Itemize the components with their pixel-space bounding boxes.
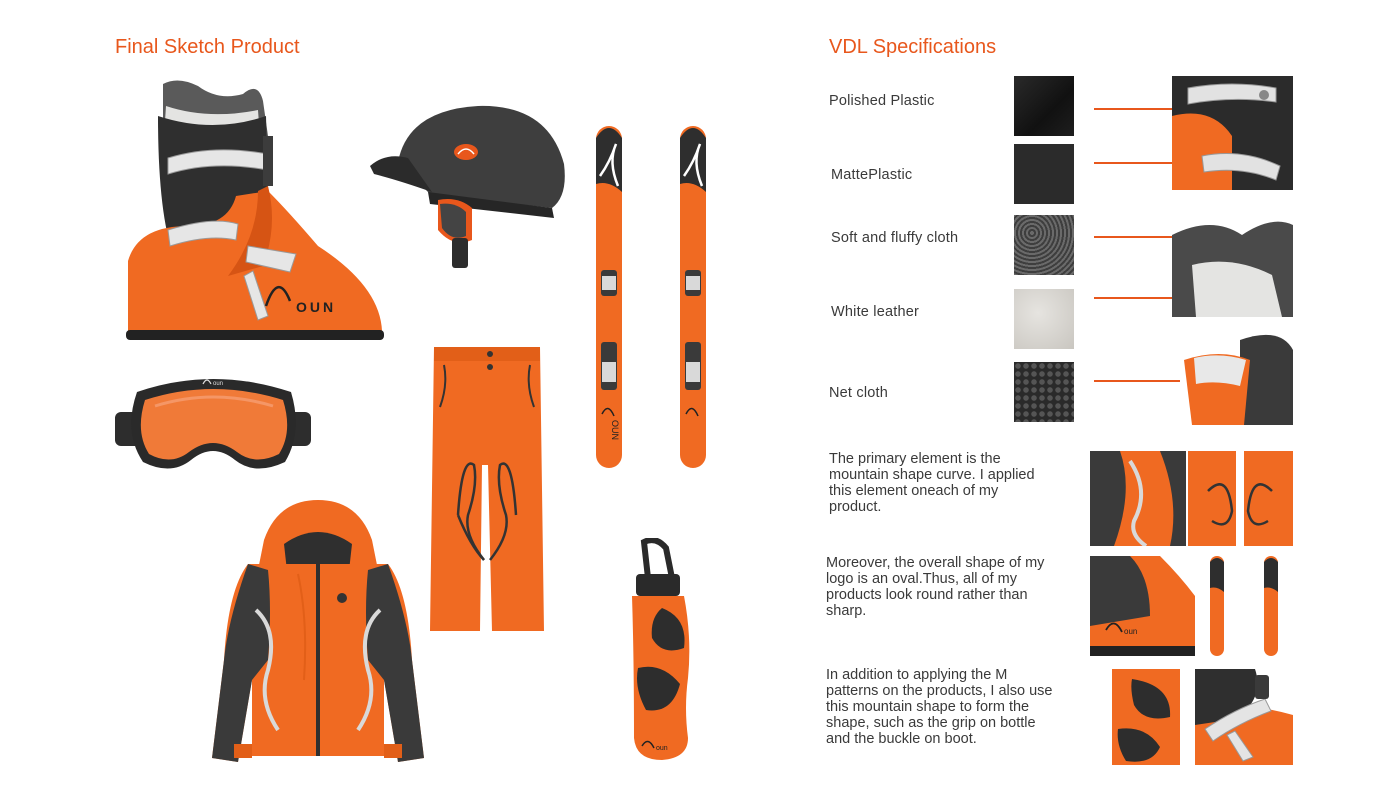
paragraph-oval-logo: [826, 555, 1044, 619]
swatch-matte-plastic: [1014, 144, 1074, 204]
bottle-image: [622, 538, 696, 762]
paragraph-line: and the buckle on boot.: [826, 731, 977, 747]
paragraph-line: products look round rather than: [826, 587, 1028, 603]
detail-jacket-curve-image: [1090, 451, 1186, 546]
paragraph-mountain-shape-form: [826, 667, 1053, 747]
section-title-products: Final Sketch Product: [115, 36, 300, 58]
paragraph-line: In addition to applying the M: [826, 667, 1008, 683]
detail-boot-logo-image: [1090, 556, 1195, 656]
jacket-image: [208, 500, 428, 765]
detail-pants-curve-image: [1188, 451, 1293, 546]
closeup-net-image: [1180, 330, 1293, 425]
paragraph-line: this element oneach of my: [829, 483, 999, 499]
material-label-fluffy-cloth: Soft and fluffy cloth: [831, 230, 959, 246]
section-title-specs: VDL Specifications: [829, 36, 997, 58]
closeup-liner-image: [1172, 215, 1293, 317]
skis-image: [590, 122, 720, 472]
paragraph-line: sharp.: [826, 603, 867, 619]
paragraph-line: mountain shape curve. I applied: [829, 467, 1035, 483]
goggle-logo-text: oun: [213, 381, 224, 387]
swatch-polished-plastic: [1014, 76, 1074, 136]
pants-image: [428, 345, 546, 635]
helmet-image: [368, 100, 568, 275]
detail-bottle-grip-image: [1112, 669, 1180, 765]
material-label-matte-plastic: MattePlastic: [831, 167, 913, 183]
swatch-fluffy-cloth: [1014, 215, 1074, 275]
paragraph-line: logo is an oval.Thus, all of my: [826, 571, 1018, 587]
material-label-net-cloth: Net cloth: [829, 385, 889, 401]
paragraph-line: product.: [829, 499, 882, 515]
material-label-white-leather: White leather: [831, 304, 920, 320]
detail-boot-buckle-image: [1195, 669, 1293, 765]
paragraph-mountain-curve: [829, 451, 1035, 515]
detail-ski-tips-image: [1200, 556, 1293, 656]
detail-logo-text: oun: [1124, 627, 1138, 636]
material-label-polished-plastic: Polished Plastic: [829, 93, 935, 109]
paragraph-line: Moreover, the overall shape of my: [826, 555, 1045, 571]
ski-logo-text: OUN: [610, 420, 620, 440]
boot-logo-text: OUN: [296, 299, 337, 315]
swatch-net-cloth: [1014, 362, 1074, 422]
goggles-image: [115, 372, 311, 482]
swatch-white-leather: [1014, 289, 1074, 349]
paragraph-line: patterns on the products, I also use: [826, 683, 1053, 699]
paragraph-line: The primary element is the: [829, 451, 1001, 467]
ski-boot-image: [118, 76, 386, 344]
paragraph-line: this mountain shape to form the: [826, 699, 1030, 715]
closeup-buckle-image: [1172, 76, 1293, 190]
paragraph-line: shape, such as the grip on bottle: [826, 715, 1036, 731]
bottle-logo-text: oun: [656, 745, 668, 752]
